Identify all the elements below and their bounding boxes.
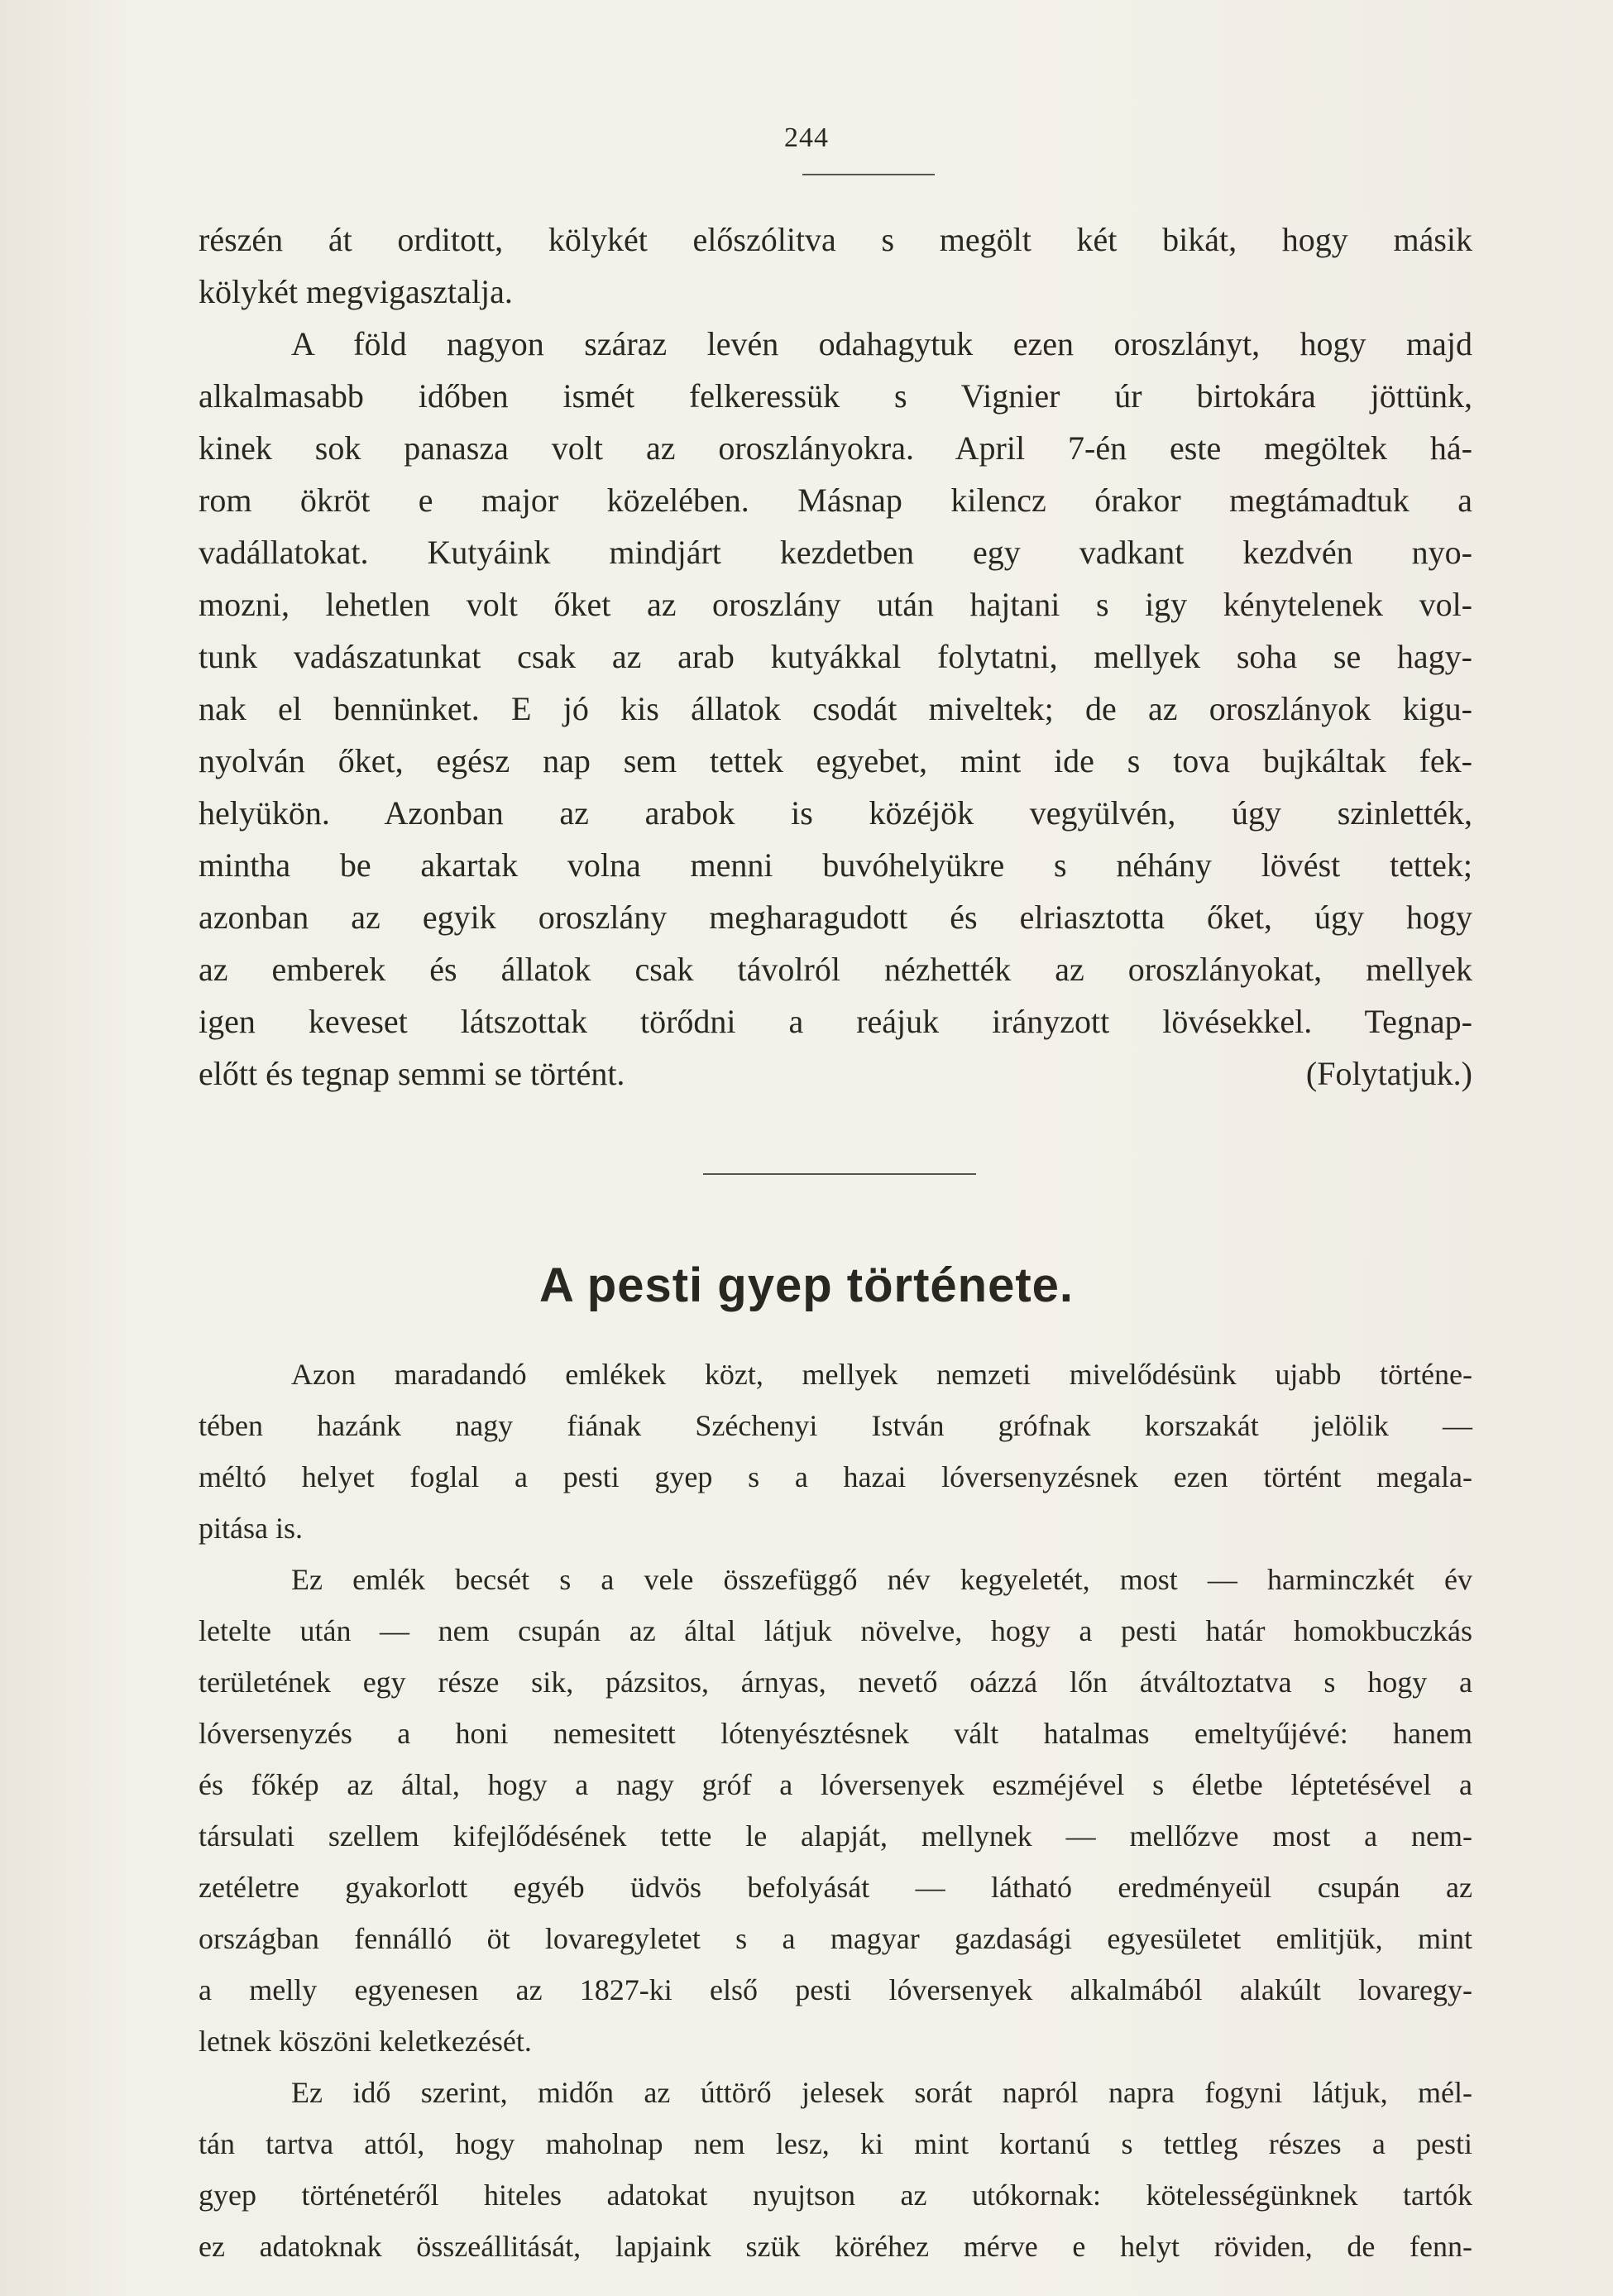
text-line: Ez emlék becsét s a vele összefüggő név kegyeletét, most — harminczkét év [291,1563,1472,1596]
text-line: alkalmasabb időben ismét felkeressük s Vignier úr birtokára jöttünk, [199,377,1472,415]
text-line: igen keveset látszottak törődni a reájuk irányzott lövésekkel. Tegnap- [199,1003,1472,1040]
text-line: a melly egyenesen az 1827-ki első pesti lóversenyek alkalmából alakúlt lovaregy- [199,1973,1472,2006]
final-line-text: előtt és tegnap semmi se történt. [199,1055,625,1092]
text-line: méltó helyet foglal a pesti gyep s a hazai lóversenyzésnek ezen történt megala- [199,1460,1472,1493]
continuation-note: (Folytatjuk.) [1305,1055,1472,1092]
text-line: mozni, lehetlen volt őket az oroszlány után hajtani s igy kénytelenek vol- [199,586,1472,623]
text-line: és főkép az által, hogy a nagy gróf a lóversenyek eszméjével s életbe léptetésével a [199,1768,1472,1801]
text-line: ez adatoknak összeállitását, lapjaink szük köréhez mérve e helyt röviden, de fenn- [199,2230,1472,2263]
text-line: mintha be akartak volna menni buvóhelyükre s néhány lövést tettek; [199,846,1472,884]
text-line: Ez idő szerint, midőn az úttörő jelesek sorát napról napra fogyni látjuk, mél- [291,2076,1472,2109]
text-line: gyep történetéről hiteles adatokat nyujtson az utókornak: kötelességünknek tartók [199,2179,1472,2212]
section2-text [199,1349,1472,2272]
text-line: nyolván őket, egész nap sem tettek egyebet, mint ide s tova bujkáltak fek- [199,742,1472,779]
text-line: letelte után — nem csupán az által látjuk növelve, hogy a pesti határ homokbuczkás [199,1614,1472,1647]
text-line: A föld nagyon száraz levén odahagytuk ezen oroszlányt, hogy majd [291,325,1472,362]
text-line: nak el bennünket. E jó kis állatok csodát miveltek; de az oroszlányok kigu- [199,690,1472,727]
section-divider [703,1173,976,1175]
text-line: azonban az egyik oroszlány megharagudott és elriasztotta őket, úgy hogy [199,899,1472,936]
text-line: letnek köszöni keletkezését. [199,2025,532,2058]
text-line: az emberek és állatok csak távolról nézhették az oroszlányokat, mellyek [199,951,1472,988]
text-line: tunk vadászatunkat csak az arab kutyákkal folytatni, mellyek soha se hagy- [199,638,1472,675]
text-line: helyükön. Azonban az arabok is közéjök vegyülvén, úgy szinlették, [199,794,1472,832]
text-line: kölykét megvigasztalja. [199,273,513,310]
text-line: tében hazánk nagy fiának Széchenyi István grófnak korszakát jelölik — [199,1409,1472,1442]
text-line: vadállatokat. Kutyáink mindjárt kezdetben egy vadkant kezdvén nyo- [199,534,1472,571]
page-number-rule [802,174,935,175]
page-number: 244 [784,122,829,153]
text-line: pitása is. [199,1512,303,1545]
text-line: területének egy része sik, pázsitos, árnyas, nevető oázzá lőn átváltoztatva s hogy a [199,1666,1472,1699]
text-line: kinek sok panasza volt az oroszlányokra. April 7-én este megöltek há- [199,429,1472,467]
text-line: Azon maradandó emlékek közt, mellyek nemzeti mivelődésünk ujabb történe- [291,1358,1472,1391]
article-title: A pesti gyep története. [538,1258,1075,1312]
final-line [199,1047,1472,1100]
text-line: rom ökröt e major közelében. Másnap kilencz órakor megtámadtuk a [199,482,1472,519]
text-line: lóversenyzés a honi nemesitett lótenyésztésnek vált hatalmas emeltyűjévé: hanem [199,1717,1472,1750]
text-line: zetéletre gyakorlott egyéb üdvös befolyását — látható eredményeül csupán az [199,1871,1472,1904]
text-line: tán tartva attól, hogy maholnap nem lesz, ki mint kortanú s tettleg részes a pesti [199,2127,1472,2160]
text-line: társulati szellem kifejlődésének tette le alapját, mellynek — mellőzve most a nem- [199,1819,1472,1853]
section1-text [199,213,1472,1100]
text-line: részén át orditott, kölykét előszólitva s megölt két bikát, hogy másik [199,221,1472,258]
text-line: országban fennálló öt lovaregyletet s a magyar gazdasági egyesületet emlitjük, mint [199,1922,1472,1955]
